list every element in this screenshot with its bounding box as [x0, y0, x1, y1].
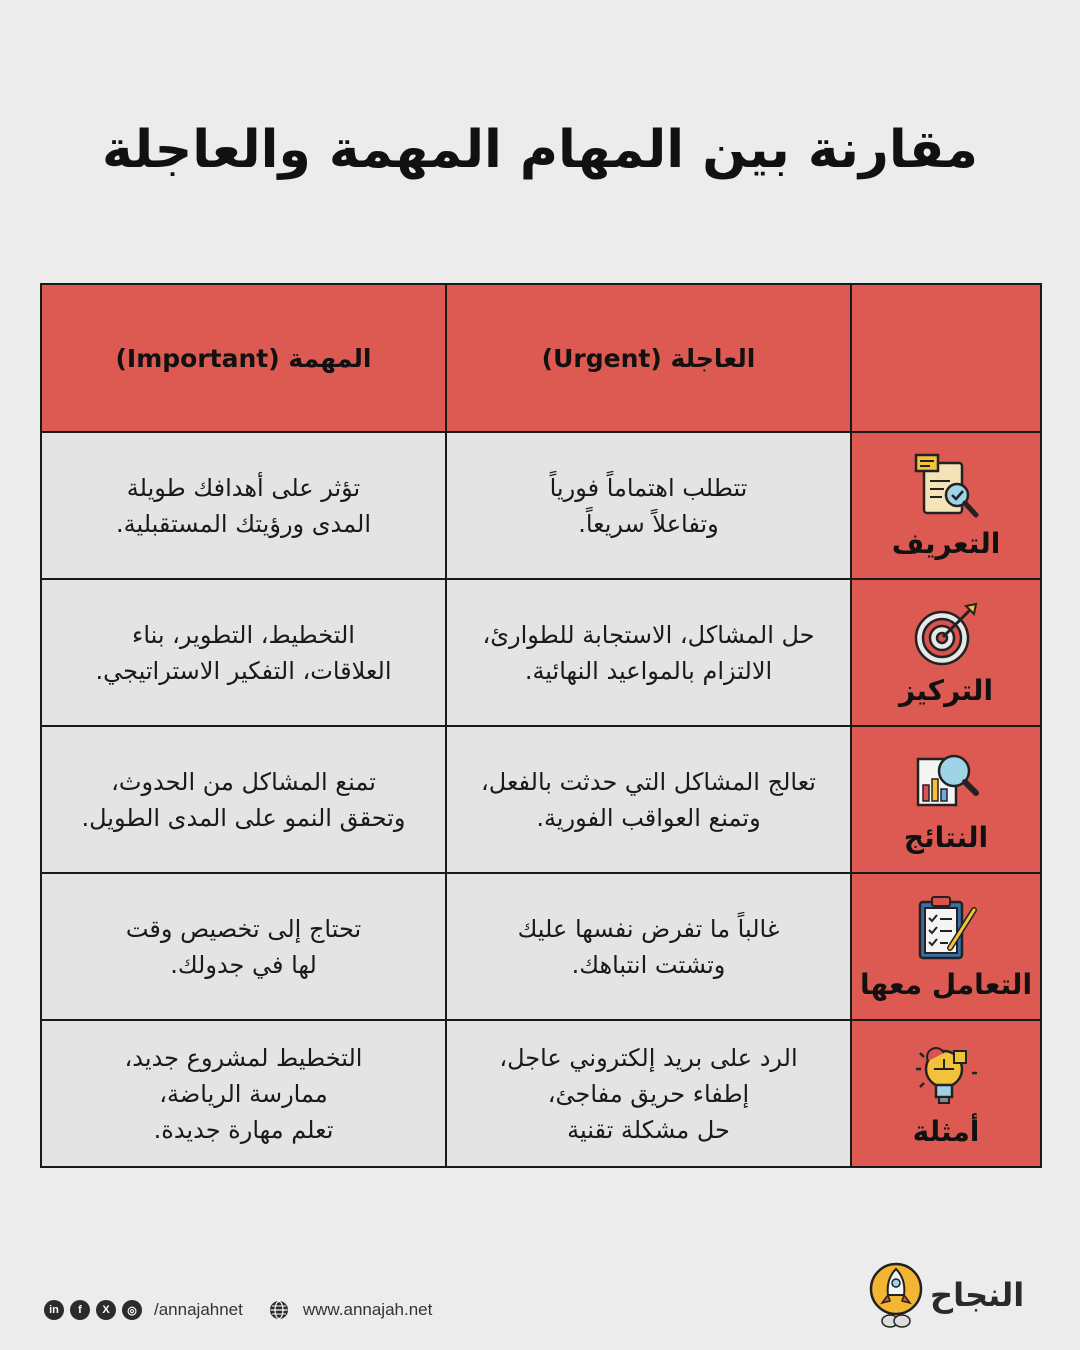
important-cell [41, 432, 446, 579]
header-important: المهمة (Important) [41, 284, 446, 432]
urgent-cell [446, 726, 851, 873]
website-link[interactable]: www.annajah.net [302, 1300, 433, 1319]
chart-magnifier-icon [910, 745, 982, 817]
footer-social [44, 1296, 432, 1324]
rocket-logo-icon [868, 1259, 924, 1331]
row-header-focus [851, 579, 1041, 726]
row-header-handling [851, 873, 1041, 1020]
cell-line: تعالج المشاكل التي حدثت بالفعل، [481, 767, 816, 796]
cell-line: تؤثر على أهدافك طويلة [126, 473, 361, 502]
cell-line: تحتاج إلى تخصيص وقت [125, 914, 362, 943]
important-cell [41, 726, 446, 873]
cell-line: حل المشاكل، الاستجابة للطوارئ، [482, 620, 815, 649]
row-header-definition [851, 432, 1041, 579]
cell-line: تمنع المشاكل من الحدوث، [111, 767, 376, 796]
comparison-table [40, 283, 1042, 1168]
table-header-row [41, 284, 1041, 432]
lightbulb-puzzle-icon [910, 1039, 982, 1111]
cell-line: العلاقات، التفكير الاستراتيجي. [95, 656, 392, 685]
table-row [41, 579, 1041, 726]
cell-line: الالتزام بالمواعيد النهائية. [524, 656, 773, 685]
cell-line: الرد على بريد إلكتروني عاجل، [499, 1043, 798, 1072]
urgent-cell [446, 579, 851, 726]
table-row [41, 873, 1041, 1020]
urgent-cell [446, 432, 851, 579]
important-cell [41, 873, 446, 1020]
page-title: مقارنة بين المهام المهمة والعاجلة [101, 120, 978, 180]
facebook-icon[interactable]: f [70, 1300, 90, 1320]
header-urgent: العاجلة (Urgent) [446, 284, 851, 432]
cell-line: لها في جدولك. [170, 950, 317, 979]
urgent-cell [446, 1020, 851, 1167]
row-label: أمثلة [912, 1115, 980, 1148]
row-label: التركيز [898, 674, 994, 707]
instagram-icon[interactable]: ◎ [122, 1300, 142, 1320]
brand-logo [868, 1255, 1024, 1335]
table-row [41, 432, 1041, 579]
urgent-cell [446, 873, 851, 1020]
row-header-examples [851, 1020, 1041, 1167]
cell-line: وتحقق النمو على المدى الطويل. [81, 803, 406, 832]
cell-line: وتمنع العواقب الفورية. [536, 803, 761, 832]
row-label: التعامل معها [859, 968, 1033, 1001]
brand-name: النجاح [930, 1276, 1025, 1314]
cell-line: وتشتت انتباهك. [571, 950, 726, 979]
cell-line: تعلم مهارة جديدة. [153, 1115, 334, 1144]
cell-line: إطفاء حريق مفاجئ، [547, 1079, 750, 1108]
cell-line: التخطيط، التطوير، بناء [132, 620, 355, 649]
cell-line: حل مشكلة تقنية [567, 1115, 730, 1144]
x-icon[interactable]: X [96, 1300, 116, 1320]
clipboard-checklist-icon [910, 892, 982, 964]
cell-line: ممارسة الرياضة، [159, 1079, 328, 1108]
globe-icon [269, 1300, 289, 1320]
important-cell [41, 1020, 446, 1167]
cell-line: التخطيط لمشروع جديد، [124, 1043, 363, 1072]
cell-line: تتطلب اهتماماً فورياً [549, 473, 748, 502]
header-empty-cell [851, 284, 1041, 432]
document-magnifier-icon [910, 451, 982, 523]
cell-line: المدى ورؤيتك المستقبلية. [116, 509, 371, 538]
table-row [41, 726, 1041, 873]
linkedin-icon[interactable]: in [44, 1300, 64, 1320]
important-cell [41, 579, 446, 726]
cell-line: وتفاعلاً سريعاً. [578, 509, 719, 538]
row-header-results [851, 726, 1041, 873]
social-handle[interactable]: /annajahnet [154, 1300, 243, 1319]
table-row [41, 1020, 1041, 1167]
row-label: التعريف [891, 527, 1001, 560]
cell-line: غالباً ما تفرض نفسها عليك [517, 914, 780, 943]
target-icon [910, 598, 982, 670]
row-label: النتائج [903, 821, 989, 854]
